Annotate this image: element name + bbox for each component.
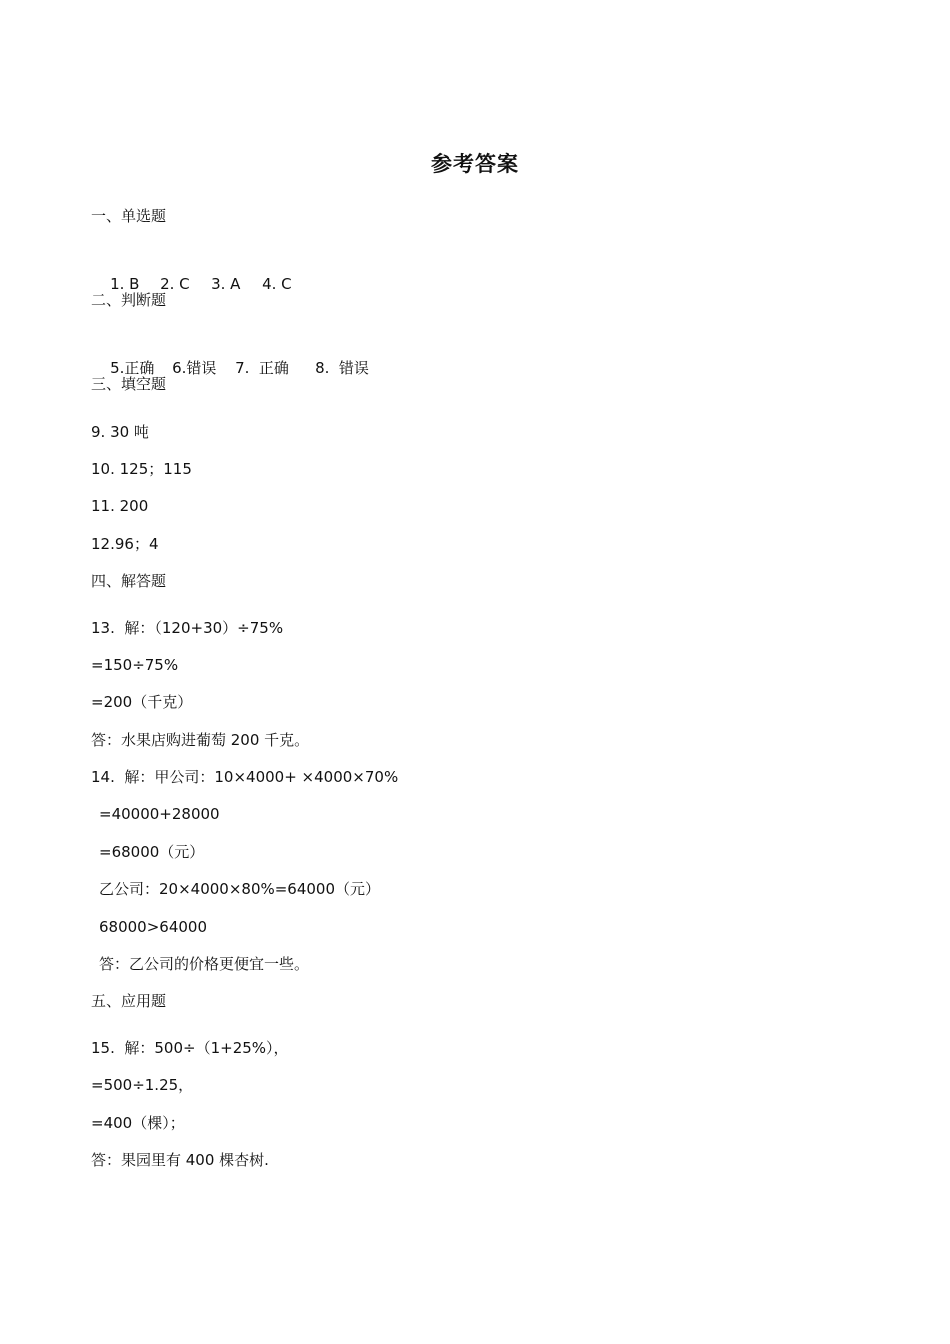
section-heading-true-false: 二、判断题 (91, 291, 167, 309)
fill-blank-answer: 10. 125；115 (91, 460, 192, 478)
solution-line: 13. 解：（120+30）÷75% (91, 619, 284, 637)
fill-blank-answer: 12.96；4 (91, 535, 159, 553)
solution-line: 15. 解：500÷（1+25%）， (91, 1039, 289, 1057)
answer-item: 8. 错误 (315, 359, 369, 377)
answer-item: 3. A (211, 275, 241, 293)
solution-line: 答：果园里有 400 棵杏树. (91, 1151, 269, 1169)
solution-line: =68000（元） (99, 843, 205, 861)
answer-item: 6.错误 (172, 359, 217, 377)
section-heading-application: 五、应用题 (91, 992, 167, 1010)
solution-line: 乙公司：20×4000×80%=64000（元） (99, 880, 381, 898)
solution-line: =40000+28000 (99, 805, 220, 823)
answer-item: 4. C (262, 275, 292, 293)
solution-line: =200（千克） (91, 693, 193, 711)
solution-line: =500÷1.25， (91, 1076, 194, 1094)
answer-item: 2. C (160, 275, 190, 293)
section-heading-single-choice: 一、单选题 (91, 207, 167, 225)
answer-item: 5.正确 (110, 359, 155, 377)
page-title: 参考答案 (431, 152, 519, 176)
solution-line: 答：乙公司的价格更便宜一些。 (99, 955, 310, 973)
answer-item: 7. 正确 (235, 359, 289, 377)
solution-line: 答：水果店购进葡萄 200 千克。 (91, 731, 310, 749)
solution-line: 68000>64000 (99, 918, 208, 936)
solution-line: =400（棵）； (91, 1114, 185, 1132)
fill-blank-answer: 11. 200 (91, 497, 149, 515)
section-heading-solve: 四、解答题 (91, 572, 167, 590)
answer-item: 1. B (110, 275, 140, 293)
fill-blank-answer: 9. 30 吨 (91, 423, 149, 441)
solution-line: 14. 解：甲公司：10×4000+ ×4000×70% (91, 768, 399, 786)
section-heading-fill-blank: 三、填空题 (91, 375, 167, 393)
solution-line: =150÷75% (91, 656, 179, 674)
